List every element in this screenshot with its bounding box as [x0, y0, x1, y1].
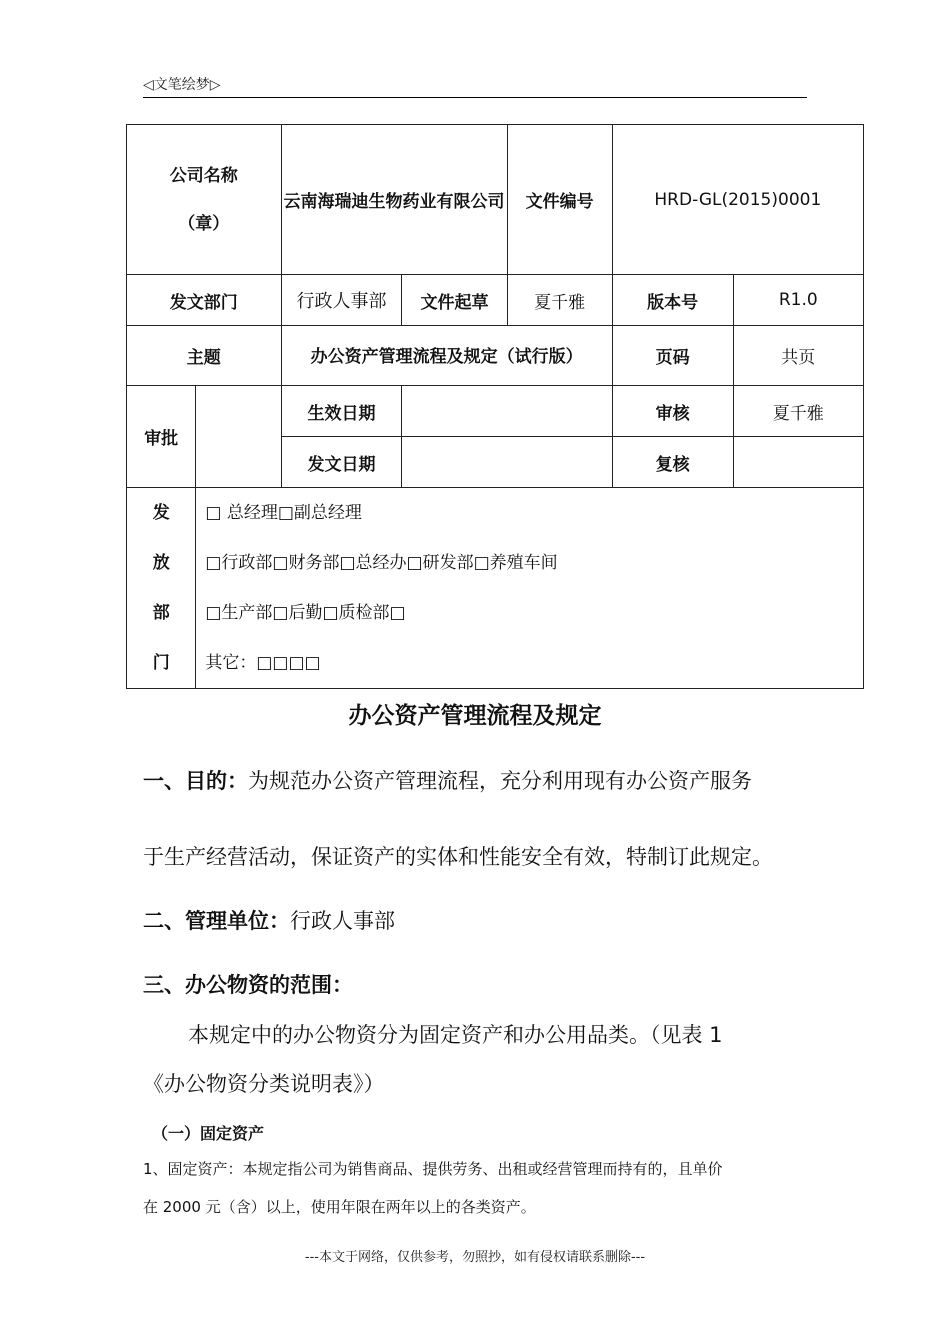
subsection-heading: （一）固定资产: [152, 1124, 265, 1143]
subject-value: 办公资产管理流程及规定（试行版）: [281, 326, 612, 386]
dept-value: 行政人事部: [281, 275, 402, 326]
version-label: 版本号: [612, 275, 733, 326]
paragraph-1-line-2: 在 2000 元（含）以上，使用年限在两年以上的各类资产。: [143, 1198, 536, 1216]
distribution-line: □ 总经理□副总经理: [205, 503, 362, 523]
section-2-text: 行政人事部: [290, 909, 395, 933]
section-1-line-1: [143, 765, 752, 795]
page-header: ◁文笔绘梦▷: [143, 77, 221, 93]
paragraph-1-line-1: 1、固定资产：本规定指公司为销售商品、提供劳务、出租或经营管理而持有的，且单价: [143, 1160, 723, 1178]
page-value: 共页: [733, 326, 863, 386]
distribution-label-char: 发: [152, 503, 170, 523]
section-3-line-2: 《办公物资分类说明表》）: [143, 1072, 385, 1096]
document-title: 办公资产管理流程及规定: [348, 703, 602, 729]
distribution-label-char: 部: [152, 603, 170, 623]
effective-date-label: 生效日期: [281, 386, 402, 437]
recheck-label: 复核: [612, 437, 733, 488]
version-value: R1.0: [733, 275, 863, 326]
section-3-line-1: 本规定中的办公物资分为固定资产和办公用品类。（见表 1: [188, 1023, 723, 1047]
drafter-value: 夏千雅: [507, 275, 612, 326]
distribution-label-char: 放: [152, 553, 170, 573]
distribution-line: □行政部□财务部□总经办□研发部□养殖车间: [205, 553, 558, 573]
section-2: [143, 905, 395, 935]
effective-date-value: [402, 386, 612, 437]
seal-label: （章）: [178, 213, 230, 234]
section-1-text: 为规范办公资产管理流程，充分利用现有办公资产服务: [248, 769, 752, 793]
page-label: 页码: [612, 326, 733, 386]
document-info-table: [126, 124, 864, 689]
distribution-list: [196, 488, 864, 689]
drafter-label: 文件起草: [402, 275, 507, 326]
page-footer: ---本文于网络，仅供参考，勿照抄，如有侵权请联系删除---: [304, 1250, 646, 1265]
section-3-heading-text: 三、办公物资的范围：: [143, 973, 353, 997]
reviewer-value: 夏千雅: [733, 386, 863, 437]
doc-no-label: 文件编号: [507, 125, 612, 275]
header-rule: [143, 97, 807, 98]
distribution-line: 其它：□□□□: [205, 653, 321, 673]
company-name: 云南海瑞迪生物药业有限公司: [281, 125, 507, 275]
dept-label: 发文部门: [127, 275, 282, 326]
distribution-label-char: 门: [152, 653, 170, 673]
company-label: 公司名称: [169, 165, 238, 186]
section-3-heading: [143, 969, 353, 999]
rechecker-value: [733, 437, 863, 488]
company-label-cell: [127, 125, 282, 275]
approve-label: 审批: [127, 386, 196, 488]
distribution-label: [127, 488, 196, 689]
review-label: 审核: [612, 386, 733, 437]
doc-no: HRD-GL(2015)0001: [612, 125, 863, 275]
distribution-line: □生产部□后勤□质检部□: [205, 603, 406, 623]
section-2-heading: 二、管理单位：: [143, 909, 290, 933]
subject-label: 主题: [127, 326, 282, 386]
section-1-line-2: 于生产经营活动，保证资产的实体和性能安全有效，特制订此规定。: [143, 845, 773, 869]
approve-value: [196, 386, 281, 488]
issue-date-label: 发文日期: [281, 437, 402, 488]
issue-date-value: [402, 437, 612, 488]
section-1-heading: 一、目的：: [143, 769, 248, 793]
